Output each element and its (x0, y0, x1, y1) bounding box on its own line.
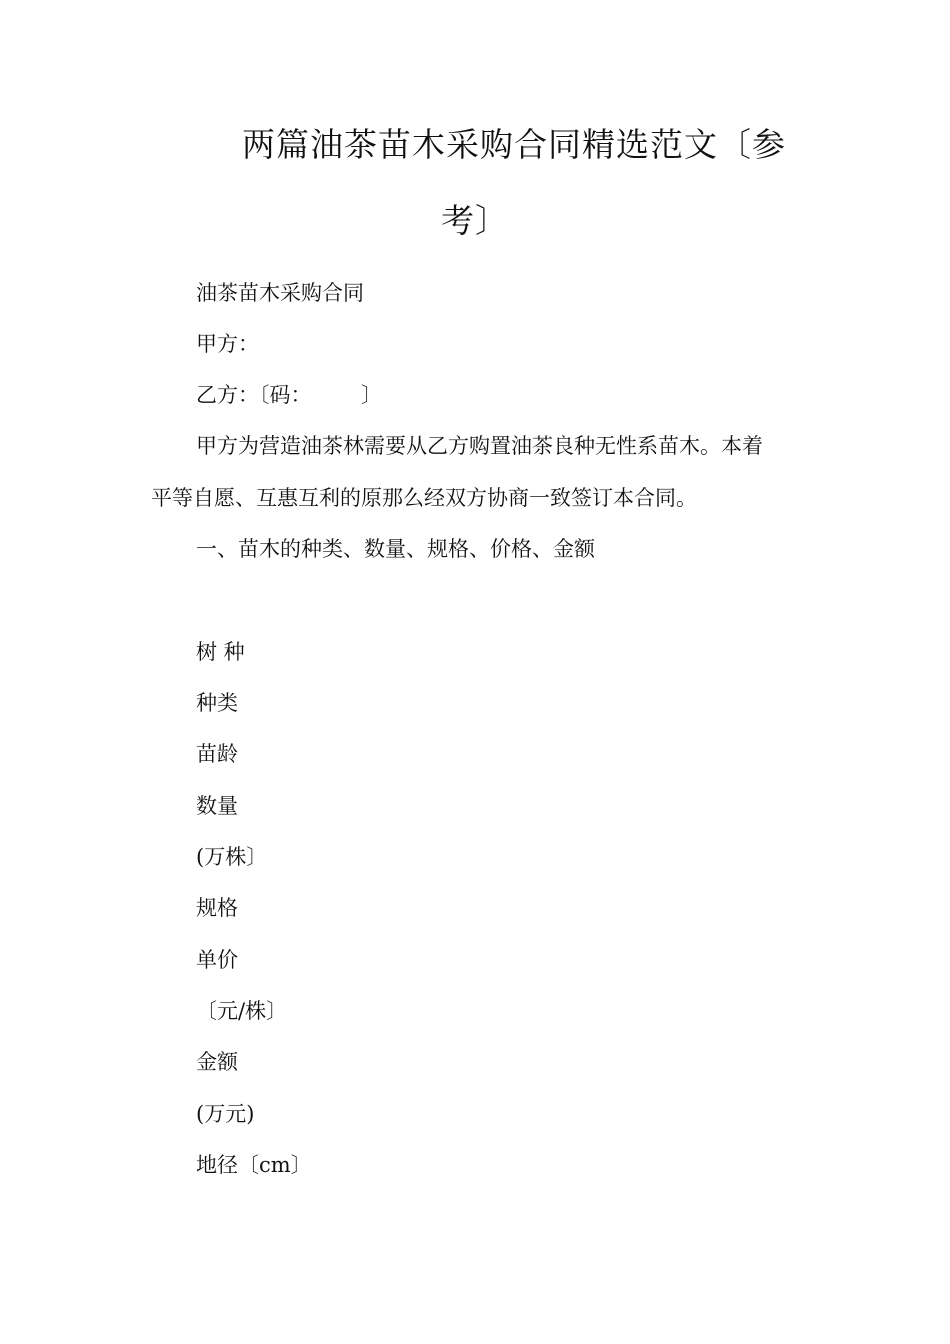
party-b-line (196, 381, 382, 409)
table-header-amount: 金额 (196, 1050, 238, 1074)
table-header-type: 种类 (196, 691, 238, 715)
paragraph-1-line-1: 甲方为营造油茶林需要从乙方购置油茶良种无性系苗木。本着 (196, 434, 763, 458)
section-1-heading: 一、苗木的种类、数量、规格、价格、金额 (196, 537, 595, 561)
table-header-unit-price-unit: 〔元/株〕 (196, 999, 288, 1023)
table-header-spec: 规格 (196, 896, 238, 920)
document-title-line-1: 两篇油茶苗木采购合同精选范文〔参 (242, 125, 786, 164)
paragraph-1-line-2: 平等自愿、互惠互利的原那么经双方协商一致签订本合同。 (151, 486, 697, 510)
table-header-seedling-age: 苗龄 (196, 742, 238, 766)
table-header-amount-unit: (万元) (196, 1102, 255, 1126)
party-b-label: 乙方：〔码： (196, 383, 312, 407)
table-header-unit-price: 单价 (196, 948, 238, 972)
contract-name: 油茶苗木采购合同 (196, 281, 364, 305)
table-header-tree-species: 树 种 (196, 640, 245, 664)
party-a-label: 甲方： (196, 332, 259, 356)
table-header-quantity: 数量 (196, 794, 238, 818)
party-b-close: 〕 (361, 383, 382, 407)
table-header-quantity-unit: (万株〕 (196, 845, 268, 869)
table-header-ground-diameter: 地径〔cm〕 (196, 1153, 312, 1177)
document-title-line-2: 考〕 (441, 201, 509, 240)
